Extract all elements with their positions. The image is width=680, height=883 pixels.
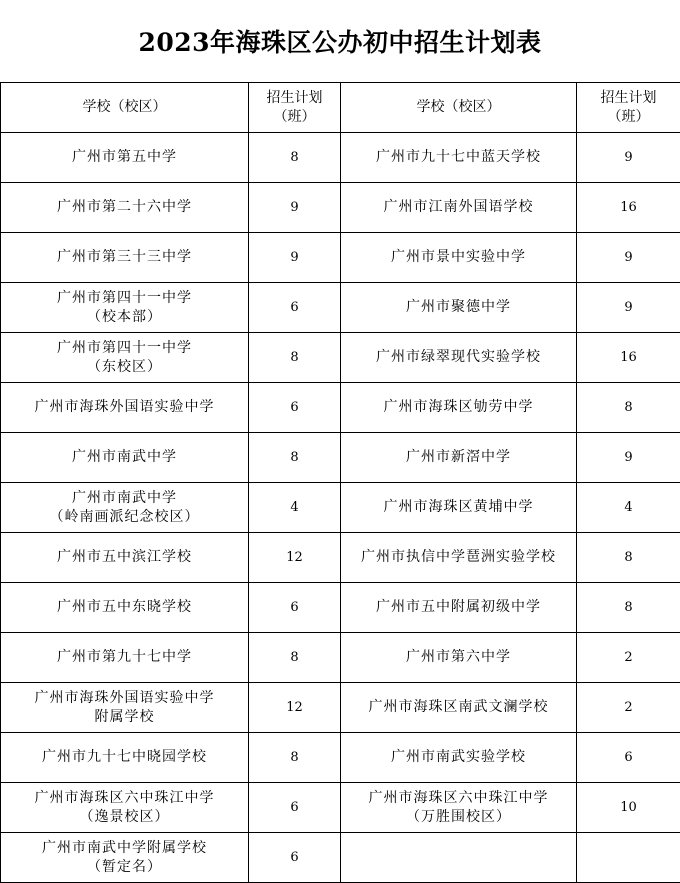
left-school-cell	[1, 483, 249, 533]
school-name: 广州市海珠区六中珠江中学	[34, 789, 215, 806]
left-school-cell	[1, 533, 249, 583]
right-plan-cell: 9	[577, 233, 680, 283]
school-campus: （万胜围校区）	[406, 808, 511, 825]
table-row	[1, 833, 680, 883]
header-school-label: 学校（校区）	[82, 99, 167, 115]
right-plan-cell: 2	[577, 633, 680, 683]
left-plan-cell: 8	[249, 333, 341, 383]
header-plan-unit: （班）	[607, 108, 650, 125]
header-plan-label: 招生计划	[266, 89, 323, 106]
right-school-cell	[341, 333, 577, 383]
left-plan-cell: 6	[249, 583, 341, 633]
left-school-cell	[1, 783, 249, 833]
right-school-cell	[341, 233, 577, 283]
table-body	[1, 133, 680, 883]
left-school-cell	[1, 633, 249, 683]
school-name: 广州市第二十六中学	[57, 199, 192, 215]
school-name: 广州市景中实验中学	[391, 249, 526, 265]
left-plan-cell: 8	[249, 433, 341, 483]
right-plan-cell: 16	[577, 333, 680, 383]
school-name: 广州市江南外国语学校	[383, 199, 534, 215]
school-campus: （暂定名）	[87, 858, 162, 875]
left-plan-cell: 8	[249, 133, 341, 183]
left-plan-cell: 9	[249, 233, 341, 283]
table-row	[1, 633, 680, 683]
table-row	[1, 383, 680, 433]
header-plan-right	[577, 83, 680, 133]
school-name: 广州市五中滨江学校	[57, 549, 192, 565]
header-plan-left	[249, 83, 341, 133]
school-name: 广州市海珠外国语实验中学	[34, 399, 215, 415]
right-plan-cell: 6	[577, 733, 680, 783]
table-row	[1, 483, 680, 533]
table-row	[1, 233, 680, 283]
school-name: 广州市绿翠现代实验学校	[376, 349, 541, 365]
school-name: 广州市南武中学	[72, 449, 177, 465]
school-name: 广州市第六中学	[406, 649, 511, 665]
right-school-cell	[341, 483, 577, 533]
table-row	[1, 583, 680, 633]
school-name: 广州市海珠区南武文澜学校	[368, 699, 549, 715]
right-plan-cell: 8	[577, 383, 680, 433]
table-row	[1, 783, 680, 833]
table-row	[1, 283, 680, 333]
right-school-cell	[341, 683, 577, 733]
school-name: 广州市新滘中学	[406, 449, 511, 465]
school-name: 广州市南武实验学校	[391, 749, 526, 765]
school-name: 广州市海珠区黄埔中学	[383, 499, 534, 515]
school-campus: 附属学校	[94, 708, 155, 725]
school-name: 广州市海珠区六中珠江中学	[368, 789, 549, 806]
right-plan-cell: 9	[577, 283, 680, 333]
left-plan-cell: 12	[249, 533, 341, 583]
left-plan-cell: 6	[249, 283, 341, 333]
right-plan-cell: 2	[577, 683, 680, 733]
school-name: 广州市第九十七中学	[57, 649, 192, 665]
header-plan-label: 招生计划	[600, 89, 657, 106]
school-campus: （校本部）	[87, 308, 162, 325]
school-name: 广州市九十七中蓝天学校	[376, 149, 541, 165]
left-plan-cell: 4	[249, 483, 341, 533]
right-plan-cell: 4	[577, 483, 680, 533]
school-name: 广州市聚德中学	[406, 299, 511, 315]
right-school-cell	[341, 783, 577, 833]
school-name: 广州市第三十三中学	[57, 249, 192, 265]
school-name: 广州市五中附属初级中学	[376, 599, 541, 615]
table-row	[1, 433, 680, 483]
right-school-cell	[341, 583, 577, 633]
right-school-cell	[341, 383, 577, 433]
table-header-row	[1, 83, 680, 133]
school-campus: （岭南画派纪念校区）	[49, 508, 200, 525]
right-plan-cell: 8	[577, 533, 680, 583]
table-row	[1, 733, 680, 783]
right-plan-cell	[577, 833, 680, 883]
right-plan-cell: 16	[577, 183, 680, 233]
table-row	[1, 533, 680, 583]
left-school-cell	[1, 233, 249, 283]
header-plan-unit: （班）	[273, 108, 316, 125]
left-plan-cell: 12	[249, 683, 341, 733]
school-name: 广州市海珠区劬劳中学	[383, 399, 534, 415]
school-name: 广州市五中东晓学校	[57, 599, 192, 615]
left-school-cell	[1, 683, 249, 733]
right-plan-cell: 9	[577, 433, 680, 483]
left-school-cell	[1, 383, 249, 433]
header-school-left	[1, 83, 249, 133]
right-school-cell	[341, 633, 577, 683]
right-school-cell	[341, 733, 577, 783]
right-school-cell	[341, 433, 577, 483]
right-school-cell	[341, 533, 577, 583]
header-school-right	[341, 83, 577, 133]
right-school-cell	[341, 133, 577, 183]
left-school-cell	[1, 333, 249, 383]
left-school-cell	[1, 283, 249, 333]
school-campus: （东校区）	[87, 358, 162, 375]
left-school-cell	[1, 183, 249, 233]
left-plan-cell: 9	[249, 183, 341, 233]
left-school-cell	[1, 733, 249, 783]
right-school-cell	[341, 833, 577, 883]
right-plan-cell: 10	[577, 783, 680, 833]
school-name: 广州市南武中学附属学校	[42, 839, 207, 856]
school-name: 广州市第四十一中学	[57, 339, 192, 356]
table-row	[1, 333, 680, 383]
right-school-cell	[341, 283, 577, 333]
left-school-cell	[1, 133, 249, 183]
enrollment-plan-table	[0, 82, 680, 883]
school-name: 广州市九十七中晓园学校	[42, 749, 207, 765]
left-school-cell	[1, 833, 249, 883]
school-name: 广州市执信中学琶洲实验学校	[361, 549, 556, 565]
school-name: 广州市第五中学	[72, 149, 177, 165]
right-school-cell	[341, 183, 577, 233]
left-plan-cell: 6	[249, 783, 341, 833]
header-school-label: 学校（校区）	[416, 99, 501, 115]
left-school-cell	[1, 583, 249, 633]
table-row	[1, 683, 680, 733]
left-school-cell	[1, 433, 249, 483]
right-plan-cell: 9	[577, 133, 680, 183]
page-title: 2023年海珠区公办初中招生计划表	[138, 28, 542, 57]
school-campus: （逸景校区）	[79, 808, 170, 825]
left-plan-cell: 8	[249, 733, 341, 783]
table-row	[1, 133, 680, 183]
left-plan-cell: 6	[249, 833, 341, 883]
left-plan-cell: 6	[249, 383, 341, 433]
left-plan-cell: 8	[249, 633, 341, 683]
school-name: 广州市海珠外国语实验中学	[34, 689, 215, 706]
table-row	[1, 183, 680, 233]
school-name: 广州市南武中学	[72, 489, 177, 506]
school-name: 广州市第四十一中学	[57, 289, 192, 306]
right-plan-cell: 8	[577, 583, 680, 633]
